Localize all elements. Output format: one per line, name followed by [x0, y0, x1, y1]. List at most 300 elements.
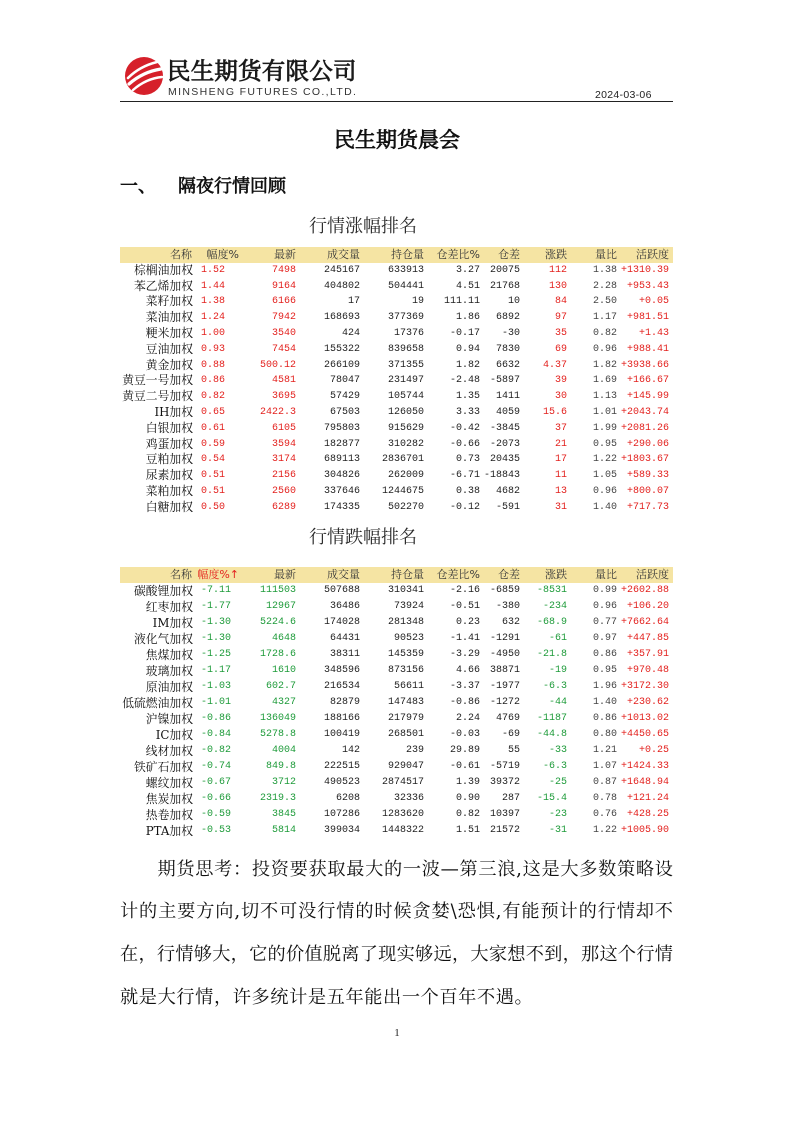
cell-oi-change: -3845: [489, 422, 520, 434]
cell-oi-change: 21572: [489, 825, 520, 836]
cell-volume-ratio: 1.38: [592, 264, 617, 276]
cell-price-change: 15.6: [542, 406, 567, 418]
cell-open-interest: 377369: [387, 312, 424, 324]
cell-volume-ratio: 0.96: [592, 485, 617, 497]
column-header-volume-ratio: 量比: [595, 248, 617, 261]
cell-oi-change-pct: -0.03: [449, 729, 480, 740]
table-row: [120, 631, 673, 647]
cell-last: 9164: [271, 280, 296, 292]
cell-name: 豆油加权: [145, 341, 193, 356]
cell-volume-ratio: 2.28: [592, 280, 617, 292]
table-row: [120, 310, 673, 326]
commentary-line: 在，行情够大，它的价值脱离了现实够远，大家想不到，那这个行情: [120, 944, 673, 965]
cell-open-interest: 929047: [387, 761, 424, 772]
table-row: [120, 500, 673, 516]
cell-volume-ratio: 0.77: [592, 617, 617, 628]
cell-volume-ratio: 0.78: [592, 793, 617, 804]
cell-oi-change: 4769: [495, 713, 520, 724]
table-header-row: [120, 567, 673, 583]
table-row: [120, 279, 673, 295]
table-row: [120, 743, 673, 759]
cell-oi-change-pct: -3.37: [449, 681, 480, 692]
cell-volume: 304826: [323, 470, 360, 482]
cell-oi-change: -1272: [489, 697, 520, 708]
column-header-oi-change-pct: 仓差比%: [436, 568, 480, 581]
cell-open-interest: 73924: [393, 601, 424, 612]
cell-activity: +1803.67: [621, 454, 670, 466]
cell-last: 5814: [271, 825, 296, 836]
table-row: [120, 358, 673, 374]
page-title: 民生期货晨会: [334, 128, 460, 152]
cell-activity: +2081.26: [621, 422, 670, 434]
cell-change-pct: 0.51: [201, 470, 226, 482]
cell-name: 白糖加权: [145, 499, 193, 514]
column-header-volume-ratio: 量比: [595, 568, 617, 581]
cell-price-change: 11: [554, 470, 567, 482]
cell-last: 111503: [259, 585, 296, 596]
table-row: [120, 807, 673, 823]
cell-open-interest: 56611: [393, 681, 424, 692]
cell-volume: 216534: [323, 681, 360, 692]
cell-volume-ratio: 0.80: [592, 729, 617, 740]
column-header-volume: 成交量: [327, 248, 360, 261]
cell-price-change: 84: [554, 296, 567, 308]
column-header-change-pct: 幅度%↑: [197, 568, 239, 581]
cell-volume: 36486: [329, 601, 360, 612]
cell-activity: +447.85: [626, 633, 669, 644]
cell-oi-change: 21768: [489, 280, 520, 292]
column-header-activity: 活跃度: [636, 568, 669, 581]
cell-price-change: 35: [554, 327, 567, 339]
cell-volume-ratio: 1.22: [592, 454, 617, 466]
cell-name: 菜油加权: [145, 310, 193, 325]
cell-volume: 266109: [323, 359, 360, 371]
table-row: [120, 452, 673, 468]
cell-change-pct: -1.01: [201, 697, 232, 708]
cell-open-interest: 231497: [387, 375, 424, 387]
cell-price-change: 69: [554, 343, 567, 355]
table-row: [120, 583, 673, 599]
cell-change-pct: -1.25: [201, 649, 232, 660]
cell-volume: 399034: [323, 825, 360, 836]
cell-name: 菜粕加权: [145, 483, 193, 498]
cell-change-pct: 0.61: [201, 422, 226, 434]
cell-change-pct: 1.24: [201, 312, 226, 324]
cell-oi-change-pct: -0.51: [449, 601, 480, 612]
cell-price-change: -44.8: [536, 729, 567, 740]
cell-volume: 17: [347, 296, 360, 308]
cell-oi-change-pct: 4.51: [455, 280, 480, 292]
cell-change-pct: -1.30: [201, 617, 232, 628]
cell-volume: 337646: [323, 485, 360, 497]
cell-price-change: 112: [548, 264, 567, 276]
cell-volume: 155322: [323, 343, 360, 355]
cell-last: 2319.3: [259, 793, 296, 804]
cell-last: 6105: [271, 422, 296, 434]
cell-volume: 222515: [323, 761, 360, 772]
cell-oi-change: -1977: [489, 681, 520, 692]
cell-volume-ratio: 2.50: [592, 296, 617, 308]
cell-price-change: -44: [548, 697, 567, 708]
cell-volume: 38311: [329, 649, 360, 660]
cell-change-pct: 0.86: [201, 375, 226, 387]
commentary-line: 期货思考：投资要获取最大的一波—第三浪,这是大多数策略设: [157, 858, 673, 880]
column-header-volume: 成交量: [327, 568, 360, 581]
cell-volume-ratio: 0.97: [592, 633, 617, 644]
cell-open-interest: 1244675: [381, 485, 424, 497]
cell-name: 焦炭加权: [145, 792, 193, 806]
cell-name: PTA加权: [145, 824, 193, 838]
table-row: [120, 484, 673, 500]
cell-activity: +1648.94: [621, 777, 670, 788]
cell-activity: +800.07: [626, 485, 669, 497]
table-row: [120, 263, 673, 279]
cell-open-interest: 310341: [387, 585, 424, 596]
cell-open-interest: 90523: [393, 633, 424, 644]
cell-change-pct: -1.17: [201, 665, 232, 676]
cell-volume-ratio: 0.87: [592, 777, 617, 788]
cell-activity: +988.41: [626, 343, 669, 355]
cell-name: 尿素加权: [145, 468, 193, 483]
cell-open-interest: 2836701: [381, 454, 424, 466]
cell-oi-change-pct: 2.24: [455, 713, 480, 724]
cell-last: 136049: [259, 713, 296, 724]
cell-oi-change-pct: -2.16: [449, 585, 480, 596]
cell-oi-change-pct: -0.61: [449, 761, 480, 772]
cell-open-interest: 262009: [387, 470, 424, 482]
cell-activity: +4450.65: [621, 729, 670, 740]
column-header-open-interest: 持仓量: [391, 248, 424, 261]
cell-volume-ratio: 0.76: [592, 809, 617, 820]
cell-price-change: -21.8: [536, 649, 567, 660]
cell-open-interest: 147483: [387, 697, 424, 708]
cell-last: 1610: [271, 665, 296, 676]
cell-activity: +0.25: [638, 745, 669, 756]
cell-name: 黄金加权: [145, 357, 193, 372]
cell-last: 3174: [271, 454, 296, 466]
cell-volume: 57429: [329, 391, 360, 403]
cell-oi-change: 632: [501, 617, 520, 628]
cell-name: 碳酸锂加权: [134, 584, 193, 598]
table-row: [120, 663, 673, 679]
cell-activity: +166.67: [626, 375, 669, 387]
cell-open-interest: 310282: [387, 438, 424, 450]
cell-name: 玻璃加权: [145, 664, 193, 678]
cell-name: 低硫燃油加权: [122, 696, 193, 710]
cell-oi-change: 38871: [489, 665, 520, 676]
cell-last: 6289: [271, 501, 296, 513]
cell-price-change: 31: [554, 501, 567, 513]
cell-volume: 348596: [323, 665, 360, 676]
cell-oi-change-pct: 3.27: [455, 264, 480, 276]
cell-price-change: 30: [554, 391, 567, 403]
cell-oi-change: -69: [501, 729, 520, 740]
cell-oi-change: 7830: [495, 343, 520, 355]
cell-last: 4004: [271, 745, 296, 756]
cell-volume: 107286: [323, 809, 360, 820]
cell-change-pct: 0.59: [201, 438, 226, 450]
table-body: [120, 583, 673, 839]
cell-price-change: -8531: [536, 585, 567, 596]
table-row: [120, 695, 673, 711]
commentary-line: 计的主要方向,切不可没行情的时候贪婪\恐惧,有能预计的行情却不: [120, 901, 673, 923]
cell-volume-ratio: 1.40: [592, 697, 617, 708]
cell-volume-ratio: 1.13: [592, 391, 617, 403]
cell-open-interest: 126050: [387, 406, 424, 418]
cell-volume: 67503: [329, 406, 360, 418]
cell-open-interest: 2874517: [381, 777, 424, 788]
cell-activity: +3172.30: [621, 681, 670, 692]
cell-activity: +1005.90: [621, 825, 670, 836]
cell-change-pct: 0.88: [201, 359, 226, 371]
table-row: [120, 468, 673, 484]
cell-open-interest: 502270: [387, 501, 424, 513]
cell-volume: 404802: [323, 280, 360, 292]
cell-name: 白银加权: [145, 420, 193, 435]
cell-name: 沪镍加权: [145, 712, 193, 726]
cell-name: 焦煤加权: [145, 648, 193, 662]
cell-volume-ratio: 1.22: [592, 825, 617, 836]
company-logo-icon: [124, 56, 164, 96]
cell-oi-change: 39372: [489, 777, 520, 788]
table-row: [120, 421, 673, 437]
cell-open-interest: 1448322: [381, 825, 424, 836]
cell-change-pct: -0.82: [201, 745, 232, 756]
cell-name: 螺纹加权: [145, 776, 193, 790]
cell-name: 黄豆二号加权: [122, 389, 193, 404]
cell-change-pct: 1.38: [201, 296, 226, 308]
cell-change-pct: 0.65: [201, 406, 226, 418]
cell-activity: +428.25: [626, 809, 669, 820]
column-header-name: 名称: [170, 568, 192, 581]
cell-change-pct: -0.74: [201, 761, 232, 772]
cell-oi-change-pct: 0.90: [455, 793, 480, 804]
cell-open-interest: 145359: [387, 649, 424, 660]
cell-price-change: -31: [548, 825, 567, 836]
cell-name: 鸡蛋加权: [145, 436, 193, 451]
cell-name: 原油加权: [145, 680, 193, 694]
cell-last: 5224.6: [259, 617, 296, 628]
cell-last: 3845: [271, 809, 296, 820]
column-header-last: 最新: [274, 248, 296, 261]
cell-volume-ratio: 0.95: [592, 665, 617, 676]
column-header-activity: 活跃度: [636, 248, 669, 261]
cell-oi-change-pct: 1.86: [455, 312, 480, 324]
column-header-name: 名称: [170, 248, 192, 261]
cell-oi-change-pct: 1.82: [455, 359, 480, 371]
cell-last: 2156: [271, 470, 296, 482]
cell-last: 602.7: [265, 681, 296, 692]
cell-change-pct: 1.00: [201, 327, 226, 339]
cell-name: 铁矿石加权: [134, 760, 193, 774]
cell-name: IM加权: [152, 616, 193, 630]
table-row: [120, 791, 673, 807]
cell-oi-change-pct: -0.17: [449, 327, 480, 339]
cell-volume: 182877: [323, 438, 360, 450]
company-name-en: MINSHENG FUTURES CO.,LTD.: [168, 86, 358, 98]
cell-price-change: -19: [548, 665, 567, 676]
cell-oi-change-pct: 3.33: [455, 406, 480, 418]
table-row: [120, 711, 673, 727]
cell-activity: +1.43: [638, 327, 669, 339]
cell-price-change: -61: [548, 633, 567, 644]
cell-name: 液化气加权: [134, 632, 193, 646]
cell-last: 12967: [265, 601, 296, 612]
cell-change-pct: -1.30: [201, 633, 232, 644]
cell-volume-ratio: 0.86: [592, 713, 617, 724]
cell-volume: 100419: [323, 729, 360, 740]
cell-open-interest: 217979: [387, 713, 424, 724]
cell-open-interest: 371355: [387, 359, 424, 371]
cell-oi-change-pct: -0.12: [449, 501, 480, 513]
cell-oi-change: -2073: [489, 438, 520, 450]
cell-last: 7498: [271, 264, 296, 276]
cell-volume: 507688: [323, 585, 360, 596]
header-divider: [120, 101, 673, 102]
table-row: [120, 389, 673, 405]
cell-volume: 64431: [329, 633, 360, 644]
cell-name: 苯乙烯加权: [134, 278, 193, 293]
cell-oi-change-pct: 1.39: [455, 777, 480, 788]
cell-last: 4581: [271, 375, 296, 387]
cell-open-interest: 19: [411, 296, 424, 308]
cell-oi-change: 4059: [495, 406, 520, 418]
cell-activity: +981.51: [626, 312, 669, 324]
cell-oi-change: 4682: [495, 485, 520, 497]
table-row: [120, 615, 673, 631]
table-row: [120, 727, 673, 743]
cell-name: IC加权: [155, 728, 193, 742]
cell-activity: +1424.33: [621, 761, 670, 772]
cell-oi-change: -1291: [489, 633, 520, 644]
column-header-change-pct: 幅度%: [206, 248, 239, 261]
cell-oi-change-pct: 111.11: [443, 296, 480, 308]
cell-price-change: -33: [548, 745, 567, 756]
commentary-line: 就是大行情，许多统计是五年能出一个百年不遇。: [120, 986, 534, 1008]
cell-volume-ratio: 0.82: [592, 327, 617, 339]
cell-oi-change: -18843: [484, 470, 521, 482]
cell-price-change: 13: [554, 485, 567, 497]
cell-volume: 142: [341, 745, 360, 756]
cell-last: 2422.3: [259, 406, 296, 418]
cell-price-change: -234: [542, 601, 567, 612]
cell-activity: +106.20: [626, 601, 669, 612]
cell-open-interest: 504441: [387, 280, 424, 292]
cell-open-interest: 839658: [387, 343, 424, 355]
cell-volume: 82879: [329, 697, 360, 708]
cell-volume: 174028: [323, 617, 360, 628]
cell-oi-change-pct: -3.29: [449, 649, 480, 660]
cell-oi-change: 20435: [489, 454, 520, 466]
cell-activity: +970.48: [626, 665, 669, 676]
cell-price-change: -68.9: [536, 617, 567, 628]
cell-oi-change-pct: -2.48: [449, 375, 480, 387]
cell-change-pct: -7.11: [201, 585, 232, 596]
cell-activity: +7662.64: [621, 617, 670, 628]
cell-oi-change-pct: 0.82: [455, 809, 480, 820]
cell-volume: 78047: [329, 375, 360, 387]
column-header-oi-change: 仓差: [498, 568, 520, 581]
cell-price-change: -15.4: [536, 793, 567, 804]
cell-change-pct: -1.03: [201, 681, 232, 692]
cell-open-interest: 281348: [387, 617, 424, 628]
cell-oi-change-pct: 0.73: [455, 454, 480, 466]
cell-oi-change: -4950: [489, 649, 520, 660]
cell-oi-change: -591: [495, 501, 520, 513]
cell-volume-ratio: 1.17: [592, 312, 617, 324]
cell-change-pct: -0.66: [201, 793, 232, 804]
cell-oi-change: -30: [501, 327, 520, 339]
column-header-price-change: 涨跌: [545, 248, 567, 261]
cell-name: 棕榈油加权: [134, 262, 193, 277]
cell-name: 黄豆一号加权: [122, 373, 193, 388]
cell-price-change: -6.3: [542, 761, 567, 772]
report-date: 2024-03-06: [595, 89, 652, 101]
table-row: [120, 647, 673, 663]
cell-oi-change-pct: 29.89: [449, 745, 480, 756]
gainers-caption: 行情涨幅排名: [309, 216, 417, 237]
cell-activity: +145.99: [626, 391, 669, 403]
cell-oi-change-pct: 1.51: [455, 825, 480, 836]
column-header-price-change: 涨跌: [545, 568, 567, 581]
cell-volume: 424: [341, 327, 360, 339]
company-name-cn: 民生期货有限公司: [167, 57, 357, 85]
cell-price-change: 4.37: [542, 359, 567, 371]
cell-open-interest: 239: [405, 745, 424, 756]
cell-oi-change-pct: 4.66: [455, 665, 480, 676]
cell-price-change: 97: [554, 312, 567, 324]
cell-last: 1728.6: [259, 649, 296, 660]
cell-name: 豆粕加权: [145, 452, 193, 467]
cell-activity: +3938.66: [621, 359, 670, 371]
cell-oi-change-pct: 0.38: [455, 485, 480, 497]
table-row: [120, 775, 673, 791]
cell-volume-ratio: 1.01: [592, 406, 617, 418]
cell-change-pct: 0.51: [201, 485, 226, 497]
cell-price-change: 21: [554, 438, 567, 450]
cell-activity: +2602.88: [621, 585, 670, 596]
losers-caption: 行情跌幅排名: [309, 527, 417, 548]
cell-change-pct: -0.59: [201, 809, 232, 820]
cell-oi-change: -5897: [489, 375, 520, 387]
table-row: [120, 342, 673, 358]
cell-volume: 490523: [323, 777, 360, 788]
cell-activity: +1310.39: [621, 264, 670, 276]
cell-open-interest: 268501: [387, 729, 424, 740]
table-header-row: [120, 247, 673, 263]
cell-activity: +1013.02: [621, 713, 670, 724]
cell-volume-ratio: 0.99: [592, 585, 617, 596]
cell-last: 3695: [271, 391, 296, 403]
cell-last: 849.8: [265, 761, 296, 772]
cell-name: IH加权: [154, 404, 193, 419]
cell-volume-ratio: 1.69: [592, 375, 617, 387]
cell-oi-change: 20075: [489, 264, 520, 276]
cell-activity: +953.43: [626, 280, 669, 292]
cell-volume-ratio: 0.86: [592, 649, 617, 660]
cell-open-interest: 105744: [387, 391, 424, 403]
cell-oi-change: 6632: [495, 359, 520, 371]
cell-activity: +230.62: [626, 697, 669, 708]
cell-activity: +589.33: [626, 470, 669, 482]
cell-oi-change: -5719: [489, 761, 520, 772]
cell-oi-change: 287: [501, 793, 520, 804]
cell-oi-change-pct: 1.35: [455, 391, 480, 403]
cell-open-interest: 633913: [387, 264, 424, 276]
cell-price-change: 17: [554, 454, 567, 466]
cell-change-pct: -0.86: [201, 713, 232, 724]
cell-oi-change: 10397: [489, 809, 520, 820]
